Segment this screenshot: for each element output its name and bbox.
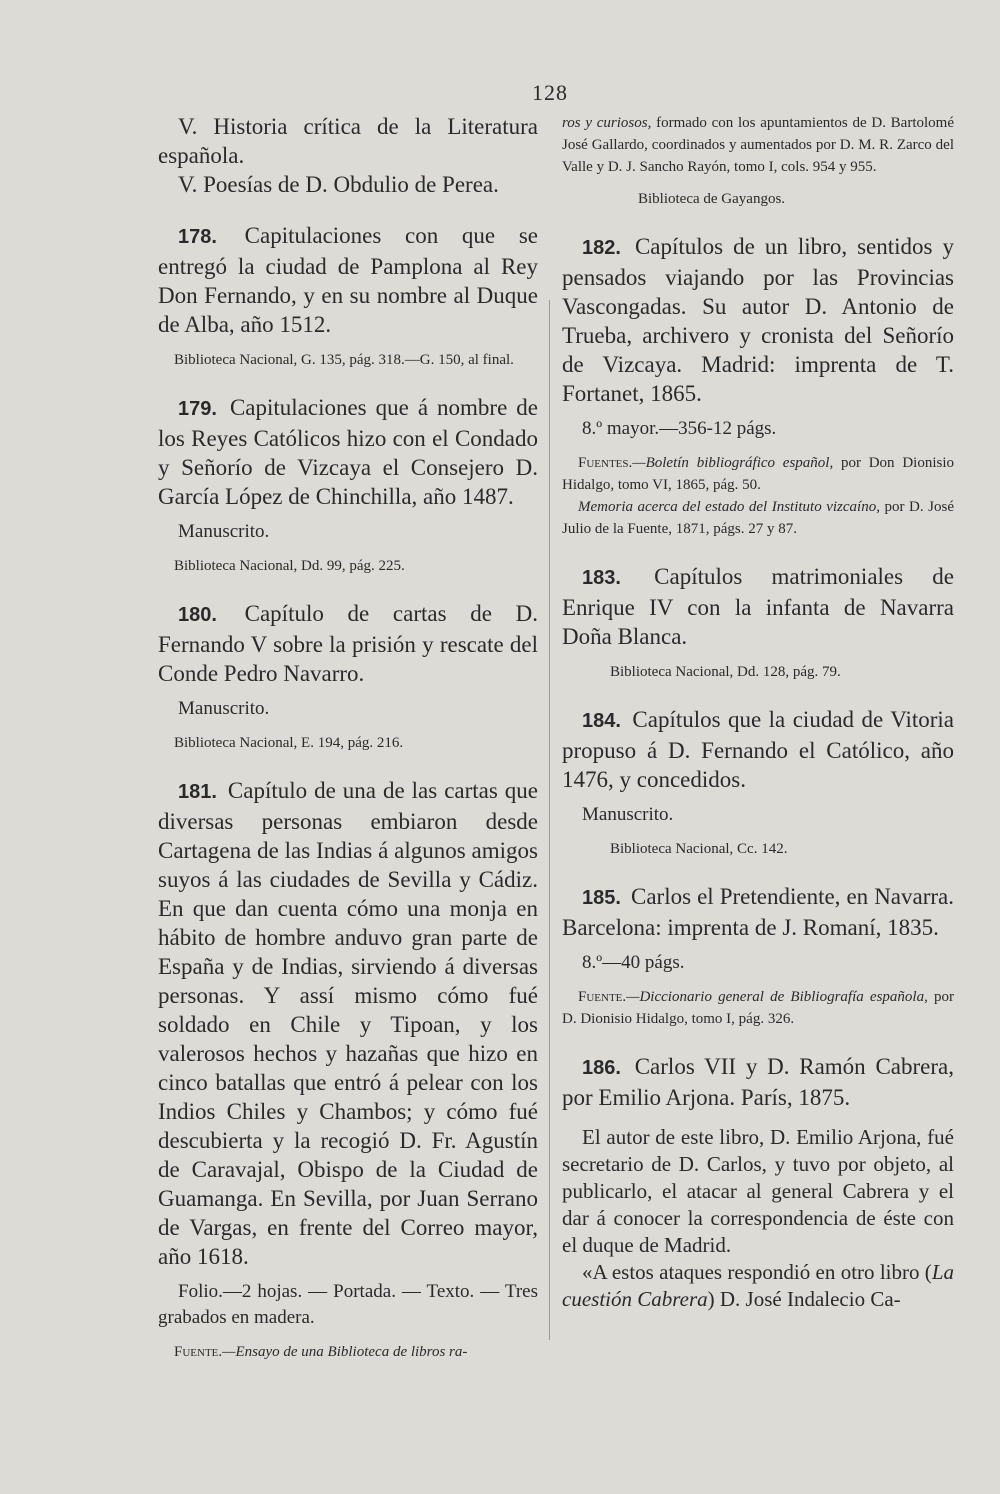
entry-number: 184. <box>582 710 621 732</box>
entry-title: Capítulo de una de las cartas que diversas personas embiaron desde Cartagena de las Indias á algunos amigos suyos á las ciudades de Sevilla y Cádiz. En que dan cuenta cómo una monja en hábito de hombre anduvo gran parte de España y de Indias, sirviendo á diversas personas. Y assí mismo cómo fué soldado en Chile y Tipoan, y los valerosos hechos y hazañas que hizo en cinco batallas que entró á pelear con los Indios Chiles y Chambos; y cómo fué descubierta y la recogió D. Fr. Agustín de Caravajal, Obispo de la Ciudad de Guamanga. En Sevilla, por Juan Serrano de Vargas, en frente del Correo mayor, año 1618. <box>158 778 539 1269</box>
library-reference: Biblioteca Nacional, Dd. 128, pág. 79. <box>610 664 841 680</box>
entry-number: 178. <box>178 226 217 248</box>
library-reference: Biblioteca Nacional, Cc. 142. <box>610 841 788 857</box>
entry-number: 185. <box>582 887 621 909</box>
entry-title: Carlos el Pretendiente, en Navarra. Barcelona: imprenta de J. Romaní, 1835. <box>562 884 954 940</box>
page-number: 128 <box>532 80 568 105</box>
source-note: Fuente.—Diccionario general de Bibliografía española, por D. Dionisio Hidalgo, tomo I, pág. 326. <box>562 989 955 1027</box>
format-note: Manuscrito. <box>582 804 674 825</box>
left-column <box>158 112 538 1363</box>
format-note: 8.º mayor.—356-12 págs. <box>582 418 777 439</box>
entry-title: Capítulos matrimoniales de Enrique IV con la infanta de Navarra Doña Blanca. <box>562 564 954 649</box>
entry-title: Capítulos de un libro, sentidos y pensados viajando por las Provincias Vascongadas. Su autor D. Antonio de Trueba, archivero y cronista del Señorío de Vizcaya. Madrid: imprenta de T. Fortanet, 1865. <box>562 234 954 406</box>
entry-180 <box>158 599 538 754</box>
format-note: 8.º—40 págs. <box>582 952 685 973</box>
format-note: Folio.—2 hojas. — Portada. — Texto. — Tres grabados en madera. <box>158 1281 538 1328</box>
right-column <box>562 112 954 1313</box>
entry-number: 186. <box>582 1057 621 1079</box>
library-reference: Biblioteca Nacional, G. 135, pág. 318.—G. 150, al final. <box>174 352 514 368</box>
quoted-paragraph: «A estos ataques respondió en otro libro (La cuestión Cabrera) D. José Indalecio Ca- <box>562 1260 954 1311</box>
entry-title: Capitulaciones con que se entregó la ciudad de Pamplona al Rey Don Fernando, y en su nombre al Duque de Alba, año 1512. <box>158 223 539 337</box>
continued-source: ros y curiosos, formado con los apuntamientos de D. Bartolomé José Gallardo, coordinados y aumentados por D. M. R. Zarco del Valle y D. J. Sancho Rayón, tomo I, cols. 954 y 955. <box>562 115 954 175</box>
source-title: —Ensayo de una Biblioteca de libros ra- <box>222 1344 468 1360</box>
entry-number: 183. <box>582 567 621 589</box>
entry-title: Capítulo de cartas de D. Fernando V sobre la prisión y rescate del Conde Pedro Navarro. <box>158 601 538 686</box>
entry-183 <box>562 562 954 683</box>
entry-title: Carlos VII y D. Ramón Cabrera, por Emilio Arjona. París, 1875. <box>562 1054 954 1110</box>
source-note <box>158 1341 538 1363</box>
entry-182 <box>562 232 954 540</box>
source-note-1: Fuentes.—Boletín bibliográfico español, por Don Dionisio Hidalgo, tomo VI, 1865, pág. 50. <box>562 455 954 493</box>
commentary-paragraph: El autor de este libro, D. Emilio Arjona, fué secretario de D. Carlos, y tuvo por objeto, al publicarlo, el atacar al general Cabrera y el dar á conocer la correspondencia de éste con el duque de Madrid. <box>562 1125 954 1257</box>
source-note-2: Memoria acerca del estado del Instituto vizcaíno, por D. José Julio de la Fuente, 1871, págs. 27 y 87. <box>562 499 954 537</box>
library-reference: Biblioteca Nacional, Dd. 99, pág. 225. <box>174 558 405 574</box>
entry-number: 181. <box>178 781 217 803</box>
entry-186 <box>562 1052 954 1313</box>
entry-179 <box>158 393 538 577</box>
library-reference: Biblioteca de Gayangos. <box>638 191 786 207</box>
format-note: Manuscrito. <box>178 698 270 719</box>
cross-reference-1: V. Historia crítica de la Literatura española. <box>158 114 538 168</box>
entry-title: Capitulaciones que á nombre de los Reyes Católicos hizo con el Condado y Señorío de Vizcaya el Consejero D. García López de Chinchilla, año 1487. <box>158 395 538 509</box>
entry-number: 179. <box>178 398 217 420</box>
source-label: Fuente. <box>174 1344 223 1360</box>
entry-number: 180. <box>178 604 217 626</box>
column-divider <box>549 300 550 1340</box>
entry-181 <box>158 776 538 1363</box>
entry-number: 182. <box>582 237 621 259</box>
entry-184 <box>562 705 954 860</box>
format-note: Manuscrito. <box>178 521 270 542</box>
entry-title: Capítulos que la ciudad de Vitoria propuso á D. Fernando el Católico, año 1476, y concedidos. <box>562 707 954 792</box>
cross-reference-2: V. Poesías de D. Obdulio de Perea. <box>178 172 499 197</box>
entry-185 <box>562 882 954 1030</box>
entry-178 <box>158 221 538 371</box>
library-reference: Biblioteca Nacional, E. 194, pág. 216. <box>174 735 404 751</box>
